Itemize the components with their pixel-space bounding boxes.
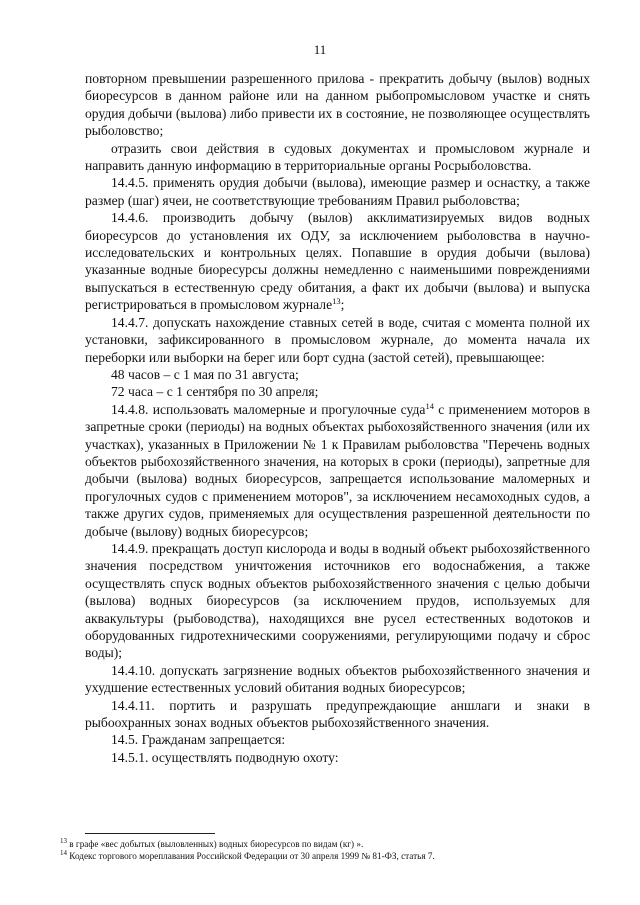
paragraph: 14.4.6. производить добычу (вылов) акклиматизируемых видов водных биоресурсов до установления их ОДУ, за исключением рыболовства в научно-исследовательских и контрольных целях. Попавшие в орудия добычи (вылова) указанные водные биоресурсы должны немедленно с наименьшими повреждениями выпускаться в естественную среду обитания, а факт их добычи (вылова) и выпуска регистрироваться в промысловом журнале$^{13}$; [85,210,590,313]
paragraph: 14.4.9. прекращать доступ кислорода и воды в водный объект рыбохозяйственного значения посредством уничтожения источников его водоснабжения, а также осуществлять спуск водных объектов рыбохозяйственного значения с целью добычи (вылова) водных биоресурсов (за исключением прудов, используемых для аквакультуры (рыбоводства), находящихся вне русел естественных водотоков и оборудованных гидротехническими сооружениями, регулирующими подачу и сброс воды); [85,540,590,661]
paragraph: 48 часов – с 1 мая по 31 августа; [111,366,299,382]
paragraph: 14.4.5. применять орудия добычи (вылова), имеющие размер и оснастку, а также размер (шаг) ячеи, не соответствующие требованиям Правил рыболовства; [85,175,590,208]
footnote: $^{13}$ в графе «вес добытых (выловленных) водных биоресурсов по видам (кг) ». [60,837,364,849]
paragraph: 14.5.1. осуществлять подводную охоту: [111,749,339,765]
paragraph: повторном превышении разрешенного прилова - прекратить добычу (вылов) водных биоресурсов в данном районе или на данном рыбопромысловом участке и снять орудия добычи (вылова) либо привести их в состояние, не позволяющее осуществлять рыболовство; [85,71,590,139]
footnote-ref: 13 [332,296,341,307]
paragraph: 72 часа – с 1 сентября по 30 апреля; [111,384,319,400]
document-body [85,70,590,766]
paragraph: 14.4.11. портить и разрушать предупреждающие аншлаги и знаки в рыбоохранных зонах водных объектов рыбохозяйственного значения. [85,697,590,731]
paragraph: 14.5. Гражданам запрещается: [111,732,286,748]
footnote-ref: 14 [425,400,434,411]
paragraph: отразить свои действия в судовых документах и промысловом журнале и направить данную информацию в территориальные органы Росрыболовства. [85,140,590,174]
footnotes [60,838,590,862]
footnote-mark: 13 [60,837,67,845]
page-number: 11 [313,42,327,57]
footnote: $^{14}$ Кодекс торгового мореплавания Российской Федерации от 30 апреля 1999 № 81-ФЗ, статья 7. [60,849,435,861]
footnote-mark: 14 [60,849,67,857]
paragraph: 14.4.8. использовать маломерные и прогулочные суда$^{14}$ с применением моторов в запретные сроки (периоды) на водных объектах рыбохозяйственного значения (или их участках), указанных в Приложении № 1 к Правилам рыболовства "Перечень водных объектов рыбохозяйственного значения, на которых в сроки (периоды), запретные для добычи (вылова) водных биоресурсов, запрещается использование маломерных и прогулочных судов с применением моторов", за исключением несамоходных судов, а также других судов, применяемых для осуществления разрешенной деятельности по добыче (вылову) водных биоресурсов; [85,400,591,539]
footnote-divider [85,833,215,834]
paragraph: 14.4.7. допускать нахождение ставных сетей в воде, считая с момента полной их установки, зафиксированного в промысловом журнале, до момента начала их переборки или выборки на берег или борт судна (застой сетей), превышающее: [85,314,590,365]
paragraph: 14.4.10. допускать загрязнение водных объектов рыбохозяйственного значения и ухудшение естественных условий обитания водных биоресурсов; [85,662,590,696]
